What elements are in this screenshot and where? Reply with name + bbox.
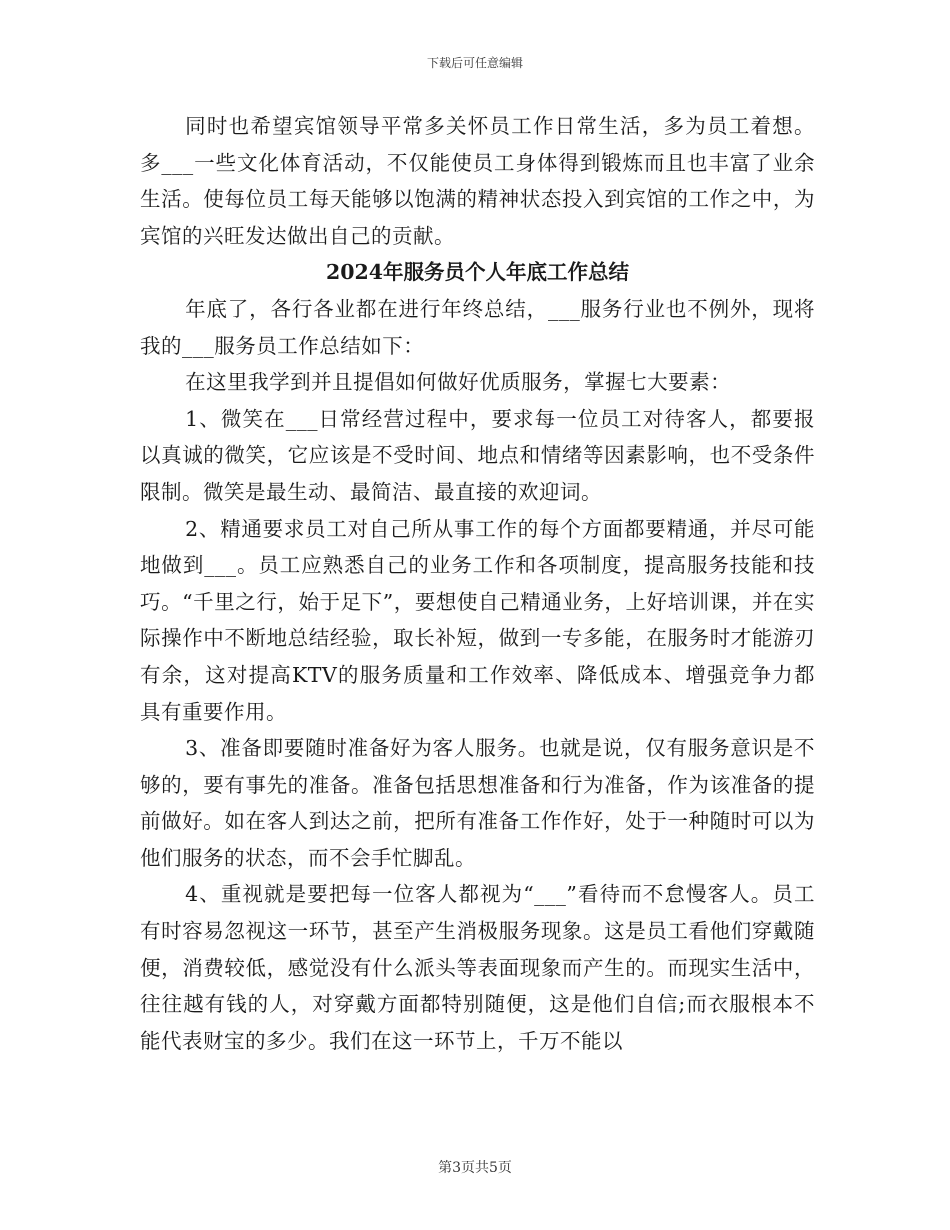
paragraph-intro: 年底了，各行各业都在进行年终总结，___服务行业也不例外，现将我的___服务员工作总结如下： (140, 296, 815, 358)
paragraph-seven-elements: 在这里我学到并且提倡如何做好优质服务，掌握七大要素： (185, 370, 732, 395)
paragraph-item-4-attention: 4、重视就是要把每一位客人都视为“___”看待而不怠慢客人。员工有时容易忽视这一环节，甚至产生消极服务现象。这是员工看他们穿戴随便，消费较低，感觉没有什么派头等表面现象而产生的。而现实生活中，往往越有钱的人，对穿戴方面都特别随便，这是他们自信;而衣服根本不能代表财宝的多少。我们在这一环节上，千万不能以 (140, 882, 815, 1053)
page-number-footer: 第3页共5页 (438, 1160, 512, 1176)
page-header-note: 下载后可任意编辑 (426, 56, 523, 70)
document-body (140, 108, 815, 1059)
paragraph-closing-wish: 同时也希望宾馆领导平常多关怀员工作日常生活，多为员工着想。多___一些文化体育活动，不仅能使员工身体得到锻炼而且也丰富了业余生活。使每位员工每天能够以饱满的精神状态投入到宾馆的工作之中，为宾馆的兴旺发达做出自己的贡献。 (140, 114, 815, 248)
paragraph-item-3-preparation: 3、准备即要随时准备好为客人服务。也就是说，仅有服务意识是不够的，要有事先的准备。准备包括思想准备和行为准备，作为该准备的提前做好。如在客人到达之前，把所有准备工作作好，处于一种随时可以为他们服务的状态，而不会手忙脚乱。 (140, 736, 815, 870)
section-title: 2024年服务员个人年底工作总结 (325, 260, 630, 285)
paragraph-item-2-proficiency: 2、精通要求员工对自己所从事工作的每个方面都要精通，并尽可能地做到___。员工应熟悉自己的业务工作和各项制度，提高服务技能和技巧。“千里之行，始于足下”，要想使自己精通业务，上好培训课，并在实际操作中不断地总结经验，取长补短，做到一专多能，在服务时才能游刃有余，这对提高KTV的服务质量和工作效率、降低成本、增强竞争力都具有重要作用。 (140, 516, 815, 724)
paragraph-item-1-smile: 1、微笑在___日常经营过程中，要求每一位员工对待客人，都要报以真诚的微笑，它应该是不受时间、地点和情绪等因素影响，也不受条件限制。微笑是最生动、最简洁、最直接的欢迎词。 (140, 406, 815, 504)
